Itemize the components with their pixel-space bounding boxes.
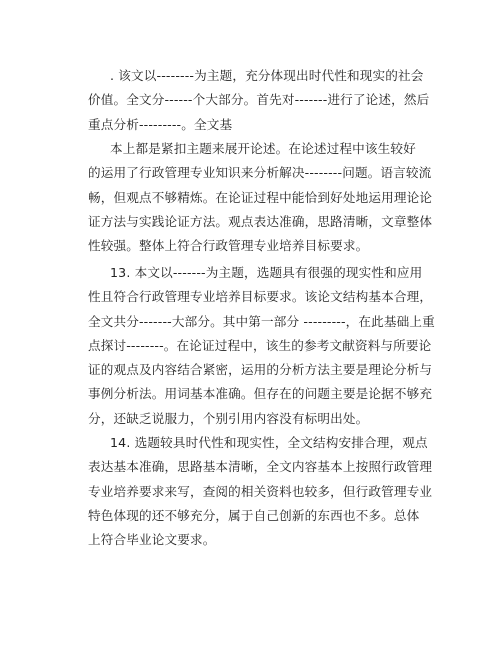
text-line: 畅，但观点不够精炼。在论证过程中能恰到好处地运用理论论 — [88, 189, 433, 205]
text-line: 特色体现的还不够充分，属于自己创新的东西也不多。总体 — [88, 507, 420, 523]
paragraph-12-continued — [88, 64, 428, 137]
text-line: 价值。全文分------个大部分。首先对-------进行了论述，然后 — [88, 92, 430, 108]
text-line: 专业培养要求来写，查阅的相关资料也较多，但行政管理专业 — [88, 483, 433, 499]
text-line: 证的观点及内容结合紧密，运用的分析方法主要是理论分析与 — [88, 362, 433, 378]
text-line: 性较强。整体上符合行政管理专业培养目标要求。 — [88, 238, 369, 254]
text-line: 的运用了行政管理专业知识来分析解决--------问题。语言较流 — [88, 165, 432, 181]
paragraph-13 — [88, 261, 435, 431]
text-line: 全文共分-------大部分。其中第一部分 ---------，在此基础上重 — [88, 313, 435, 329]
text-line: 本上都是紧扣主题来展开论述。在论述过程中该生较好 — [110, 141, 416, 156]
text-line: 14. 选题较具时代性和现实性，全文结构安排合理，观点 — [110, 435, 428, 450]
text-line: 上符合毕业论文要求。 — [88, 532, 216, 548]
paragraph-14 — [88, 431, 433, 552]
text-line: 13. 本文以-------为主题，选题具有很强的现实性和应用 — [110, 265, 423, 280]
paragraph-comment — [88, 137, 433, 258]
text-line: 证方法与实践论证方法。观点表达准确，思路清晰，文章整体 — [88, 213, 433, 229]
text-line: 重点分析---------。全文基 — [88, 116, 233, 132]
text-line: 性且符合行政管理专业培养目标要求。该论文结构基本合理， — [88, 289, 433, 305]
text-line: 点探讨--------。在论证过程中，该生的参考文献资料与所要论 — [88, 337, 432, 353]
text-line: 分，还缺乏说服力，个别引用内容没有标明出处。 — [88, 410, 369, 426]
text-line: 事例分析法。用词基本准确。但存在的问题主要是论据不够充 — [88, 386, 433, 402]
text-line: . 该文以--------为主题，充分体现出时代性和现实的社会 — [110, 68, 424, 83]
text-line: 表达基本准确，思路基本清晰，全文内容基本上按照行政管理 — [88, 459, 433, 475]
